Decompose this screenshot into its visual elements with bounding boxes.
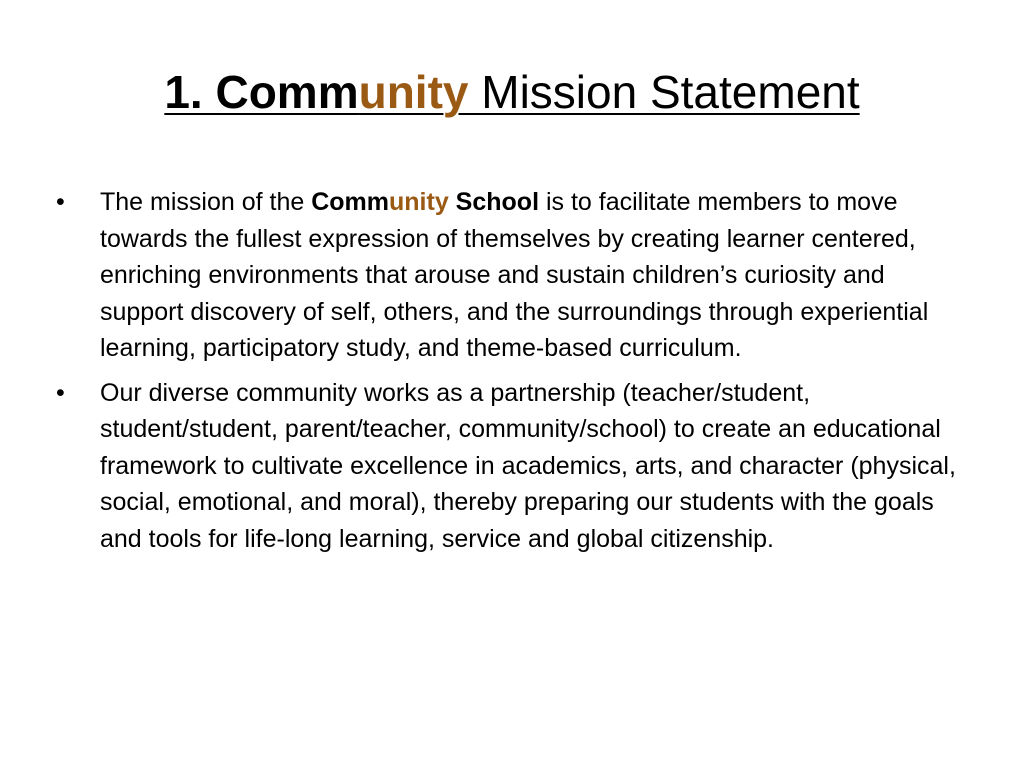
school-name-suffix: School <box>448 188 540 216</box>
bullet-list <box>54 184 974 565</box>
bullet-rest: is to facilitate members to move towards the fullest expression of themselves by creating learner centered, enriching environments that arouse and sustain children’s curiosity and support discovery of self, others, and the surroundings through experiential learning, participatory study, and theme-based curriculum. <box>100 188 929 362</box>
title-rest: Mission Statement <box>468 66 860 118</box>
bullet-lead: The mission of the <box>100 188 312 216</box>
bullet-item <box>54 184 974 367</box>
bullet-icon: • <box>56 188 65 216</box>
slide-title <box>0 62 1024 122</box>
bullet-icon: • <box>56 378 65 407</box>
school-name-accent: unity <box>389 188 449 216</box>
school-name-prefix: Comm <box>311 188 390 216</box>
bullet-text: Our diverse community works as a partnership (teacher/student, student/student, parent/teacher, community/school) to create an educational framework to cultivate excellence in academics, arts, and character (physical, social, emotional, and moral), thereby preparing our students with the goals and tools for life-long learning, service and global citizenship. <box>100 378 956 553</box>
title-prefix: 1. Comm <box>164 66 359 118</box>
title-accent: unity <box>358 66 469 118</box>
bullet-item <box>54 375 974 558</box>
